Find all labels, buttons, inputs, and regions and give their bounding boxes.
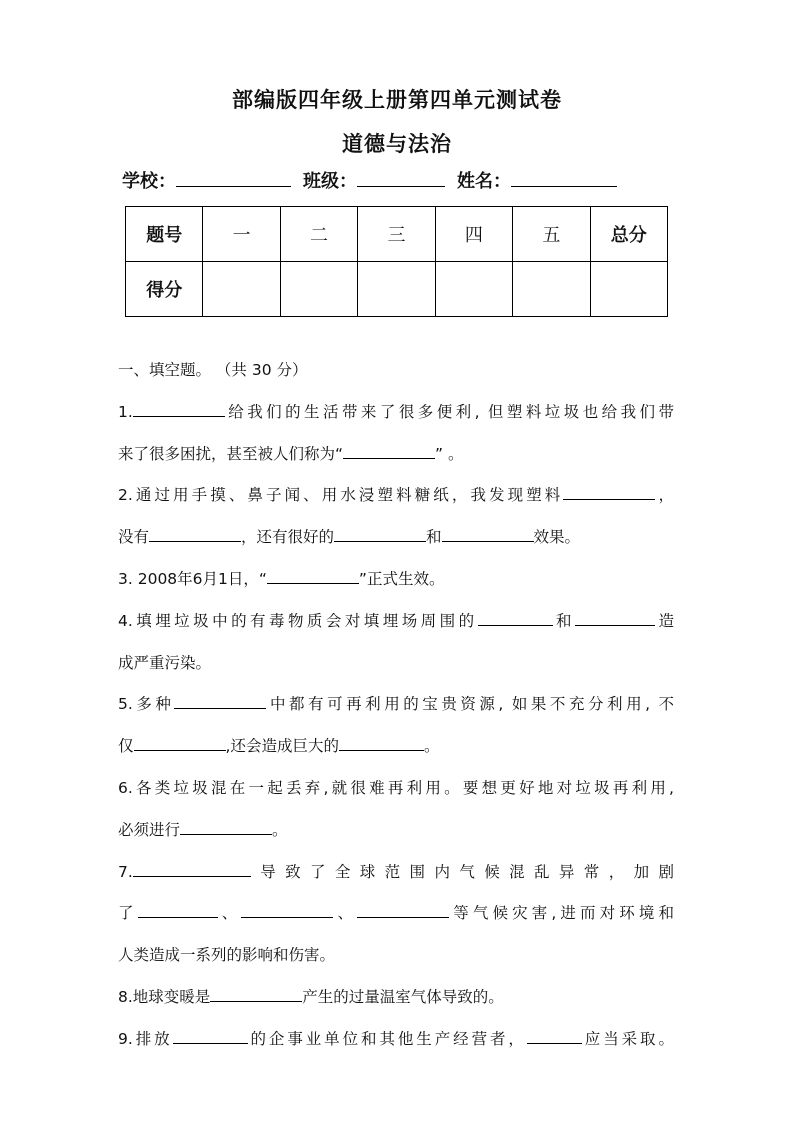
question-text: 成严重污染。	[118, 653, 212, 672]
answer-blank[interactable]	[134, 733, 226, 751]
score-cell[interactable]	[203, 262, 280, 317]
answer-blank[interactable]	[334, 524, 426, 542]
question-text: 8.地球变暖是	[118, 987, 211, 1006]
score-cell[interactable]	[280, 262, 357, 317]
class-blank[interactable]	[357, 168, 445, 187]
question-text: 应当采取。	[581, 1029, 674, 1048]
question-text: 了	[118, 904, 138, 923]
exam-title: 部编版四年级上册第四单元测试卷	[232, 88, 562, 112]
question-text: 。	[423, 737, 440, 756]
answer-blank[interactable]	[174, 691, 266, 709]
answer-blank[interactable]	[357, 900, 449, 918]
question-text: 2.通过用手摸、鼻子闻、用水浸塑料糖纸，我发现塑料	[118, 486, 564, 505]
question-3	[118, 559, 674, 601]
answer-blank[interactable]	[133, 859, 251, 877]
question-6-line-1	[118, 768, 674, 810]
question-text: 1.	[118, 402, 133, 421]
score-row	[126, 262, 668, 317]
answer-blank[interactable]	[563, 482, 655, 500]
answer-blank[interactable]	[343, 441, 435, 459]
question-1-line-1	[118, 392, 674, 434]
score-cell[interactable]	[358, 262, 435, 317]
answer-blank[interactable]	[241, 900, 333, 918]
table-header-cell: 二	[280, 207, 357, 262]
question-text: ，还有很好的	[241, 528, 335, 547]
question-text: 4.填埋垃圾中的有毒物质会对填埋场周围的	[118, 611, 478, 630]
question-text: 、	[217, 904, 242, 923]
question-text: 的企事业单位和其他生产经营者，	[247, 1029, 527, 1048]
question-text: ,还会造成巨大的	[225, 737, 339, 756]
question-text: ，	[655, 486, 674, 505]
question-text: 人类造成一系列的影响和伤害。	[118, 946, 336, 965]
question-text: 仅	[118, 737, 134, 756]
table-header-cell: 总分	[590, 207, 667, 262]
answer-blank[interactable]	[267, 566, 359, 584]
score-cell[interactable]	[590, 262, 667, 317]
school-label: 学校：	[122, 171, 176, 192]
question-1-line-2	[118, 434, 674, 476]
question-text: 3. 2008年6月1日，“	[118, 569, 267, 588]
question-text: 没有	[118, 528, 150, 547]
subject-title: 道德与法治	[342, 132, 452, 156]
question-text: 产生的过量温室气体导致的。	[302, 987, 504, 1006]
question-6-line-2	[118, 810, 674, 852]
question-7-line-1	[118, 852, 674, 894]
school-blank[interactable]	[176, 168, 291, 187]
question-text: 等气候灾害,进而对环境和	[449, 904, 674, 923]
question-text: ” 。	[435, 444, 464, 463]
table-header-cell: 题号	[126, 207, 203, 262]
question-text: 给我们的生活带来了很多便利, 但塑料垃圾也给我们带	[224, 402, 674, 421]
section-heading: 一、填空题。 （共 30 分）	[118, 361, 308, 379]
answer-blank[interactable]	[173, 1026, 248, 1044]
answer-blank[interactable]	[133, 399, 225, 417]
table-header-cell: 五	[513, 207, 590, 262]
answer-blank[interactable]	[339, 733, 424, 751]
name-label: 姓名：	[457, 171, 511, 192]
question-text: 中都有可再利用的宝贵资源, 如果不充分利用, 不	[266, 695, 674, 714]
question-text: 9.排放	[118, 1029, 173, 1048]
question-text: 和	[552, 611, 576, 630]
question-7-line-3	[118, 935, 674, 977]
table-header-cell: 四	[435, 207, 512, 262]
student-info-row	[122, 167, 629, 193]
answer-blank[interactable]	[478, 608, 553, 626]
question-8	[118, 977, 674, 1019]
question-7-line-2	[118, 893, 674, 935]
question-9	[118, 1019, 674, 1061]
question-text: 来了很多困扰，甚至被人们称为“	[118, 444, 344, 463]
question-text: 。	[272, 820, 288, 839]
question-text: 效果。	[533, 528, 581, 547]
question-text: 6.各类垃圾混在一起丢弃,就很难再利用。要想更好地对垃圾再利用,	[118, 778, 674, 797]
answer-blank[interactable]	[442, 524, 534, 542]
fill-in-section	[118, 350, 674, 1061]
question-4-line-1	[118, 601, 674, 643]
question-text: 和	[426, 528, 442, 547]
table-header-cell: 三	[358, 207, 435, 262]
question-text: 7.	[118, 862, 133, 881]
answer-blank[interactable]	[138, 900, 218, 918]
question-number-row	[126, 207, 668, 262]
question-4-line-2	[118, 643, 674, 685]
question-2-line-1	[118, 475, 674, 517]
question-5-line-1	[118, 684, 674, 726]
question-text: ”正式生效。	[358, 569, 445, 588]
score-row-label: 得分	[126, 262, 203, 317]
score-cell[interactable]	[435, 262, 512, 317]
answer-blank[interactable]	[527, 1026, 582, 1044]
answer-blank[interactable]	[149, 524, 241, 542]
answer-blank[interactable]	[575, 608, 655, 626]
score-cell[interactable]	[513, 262, 590, 317]
question-text: 、	[333, 904, 358, 923]
answer-blank[interactable]	[210, 984, 302, 1002]
question-2-line-2	[118, 517, 674, 559]
answer-blank[interactable]	[180, 817, 272, 835]
name-blank[interactable]	[511, 168, 617, 187]
question-text: 造	[655, 611, 674, 630]
question-5-line-2	[118, 726, 674, 768]
class-label: 班级：	[303, 171, 357, 192]
question-text: 必须进行	[118, 820, 181, 839]
question-text: 5.多种	[118, 695, 175, 714]
table-header-cell: 一	[203, 207, 280, 262]
question-text: 导致了全球范围内气候混乱异常，加剧	[250, 862, 674, 881]
score-table	[125, 206, 668, 317]
